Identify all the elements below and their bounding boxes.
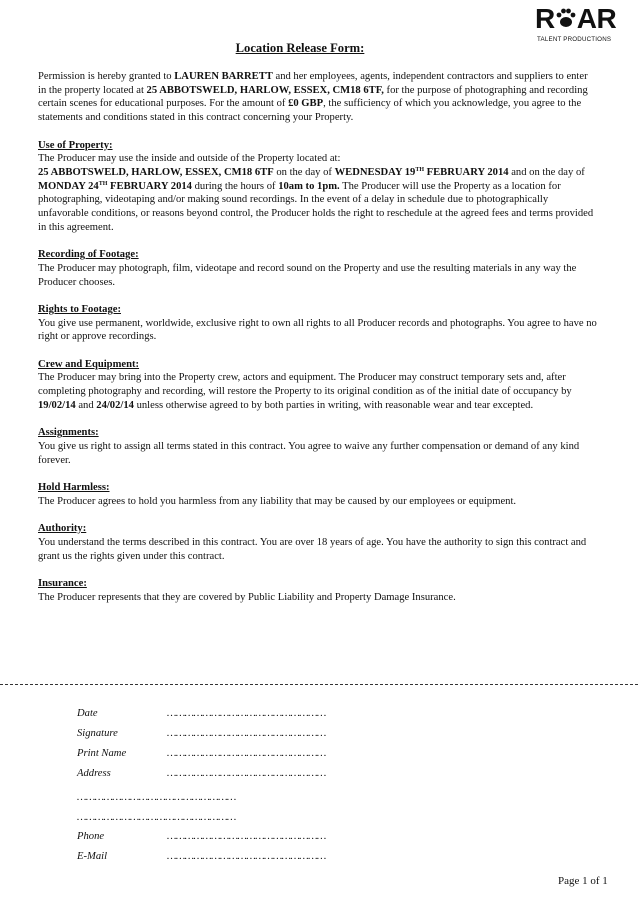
section-heading: Hold Harmless: xyxy=(38,482,110,493)
section-heading: Recording of Footage: xyxy=(38,249,139,261)
date-field[interactable]: Date ……………………………………………… xyxy=(77,708,326,719)
print-name-field[interactable]: Print Name ……………………………………………… xyxy=(77,748,326,759)
rights-section: Rights to Footage: You give use permanent, worldwide, exclusive right to own all rights to all Producer records and photographs. You agree to have no right or approve recordings. xyxy=(38,303,597,343)
section-heading: Crew and Equipment: xyxy=(38,358,140,370)
section-heading: Authority: xyxy=(38,523,87,535)
signature-field[interactable]: Signature ……………………………………………… xyxy=(77,728,326,739)
page-number: Page 1 of 1 xyxy=(558,875,608,887)
page-title: Location Release Form: xyxy=(235,41,365,55)
insurance-section: Insurance: The Producer represents that they are covered by Public Liability and Property Damage Insurance. xyxy=(38,577,598,604)
contract-body xyxy=(38,70,598,618)
logo-letters-ar: AR xyxy=(576,3,617,34)
phone-field[interactable]: Phone ……………………………………………… xyxy=(77,831,326,842)
section-heading: Use of Property: xyxy=(38,139,113,151)
address-line-2[interactable]: ……………………………………………… xyxy=(77,792,236,803)
paw-print-icon xyxy=(555,7,577,29)
logo-tagline: TALENT PRODUCTIONS xyxy=(537,36,612,43)
hold-harmless-section: Hold Harmless: The Producer agrees to hold you harmless from any liability that may be caused by our employees or equipment. xyxy=(38,481,598,508)
section-heading: Rights to Footage: xyxy=(38,303,121,315)
section-heading: Insurance: xyxy=(38,577,87,589)
recording-section: Recording of Footage: The Producer may photograph, film, videotape and record sound on the Property and use the resulting materials in any way the Producer chooses. xyxy=(38,248,598,289)
logo-letter-r: R xyxy=(535,3,555,34)
assignments-section: Assignments: You give us right to assign all terms stated in this contract. You agree to waive any further compensation or demand of any kind forever. xyxy=(38,426,598,467)
intro-paragraph: Permission is hereby granted to LAUREN BARRETT and her employees, agents, independent contractors and suppliers to enter in the property located at 25 ABBOTSWELD, HARLOW, ESSEX, CM18 6TF, for the purpose of photographing and recording certain scenes for educational purposes. For the amount of £0 GBP, the sufficiency of which you acknowledge, you agree to the statements and conditions stated in this contract concerning your Property. xyxy=(38,71,588,124)
address-line-3[interactable]: ……………………………………………… xyxy=(77,812,236,823)
roar-logo xyxy=(535,5,633,43)
authority-section: Authority: You understand the terms described in this contract. You are over 18 years of age. You have the authority to sign this contract and grant us the rights given under this contract. xyxy=(38,522,598,563)
crew-section: Crew and Equipment: The Producer may bring into the Property crew, actors and equipment. The Producer may construct temporary sets and, after completing photography and recording, will restore the Property to its original condition as of the initial date of occupancy by 19/02/14 and 24/02/14 unless otherwise agreed to by both parties in writing, with reasonable wear and tear excepted. xyxy=(38,358,598,413)
cut-line-divider xyxy=(0,684,638,685)
email-field[interactable]: E-Mail ……………………………………………… xyxy=(77,851,326,862)
logo-wordmark xyxy=(535,5,616,33)
use-of-property-section: Use of Property: The Producer may use the inside and outside of the Property located at: 25 ABBOTSWELD, HARLOW, ESSEX, CM18 6TF on the day of WEDNESDAY 19TH FEBRUARY 2014 and on the day of MONDAY 24TH FEBRUARY 2014 during the hours of 10am to 1pm. The Producer will use the Property as a location for photographing, videotaping and/or making sound recordings. In the event of a delay in schedule due to photographically unfavorable conditions, or reasons beyond control, the Producer holds the right to reschedule at the agreed fees and terms provided in this agreement. xyxy=(38,139,598,235)
address-field[interactable]: Address ……………………………………………… xyxy=(77,768,326,779)
section-heading: Assignments: xyxy=(38,427,99,439)
